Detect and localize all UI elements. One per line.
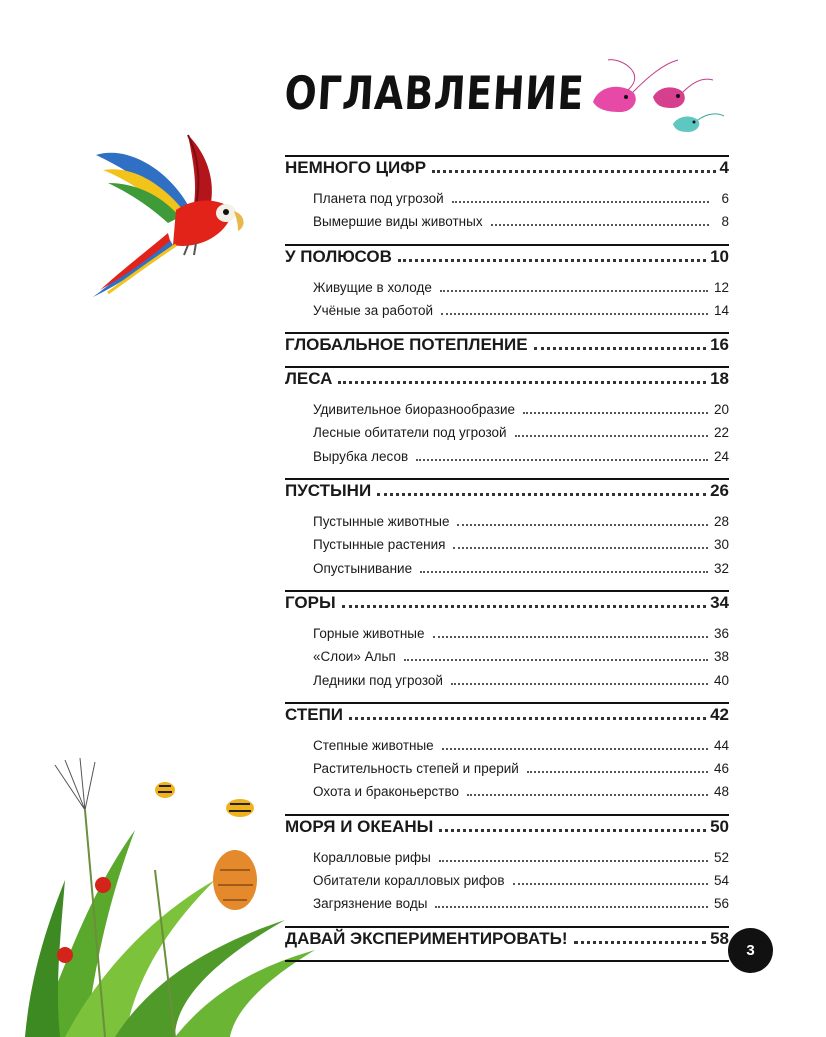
dot-leader <box>527 771 708 773</box>
section-page: 26 <box>710 481 729 501</box>
toc-item[interactable] <box>313 402 729 425</box>
item-title: Загрязнение воды <box>313 896 428 912</box>
item-page: 20 <box>713 402 729 418</box>
toc-item[interactable] <box>313 896 729 919</box>
toc-item[interactable] <box>313 303 729 326</box>
item-page: 40 <box>713 672 729 688</box>
dot-leader <box>467 794 708 796</box>
section-title: МОРЯ И ОКЕАНЫ <box>285 816 434 836</box>
item-page: 22 <box>713 425 729 441</box>
toc-section <box>285 155 729 246</box>
item-page: 36 <box>713 625 729 641</box>
item-page: 24 <box>713 448 729 464</box>
toc-item[interactable] <box>313 514 729 537</box>
item-title: Опустынивание <box>313 560 413 576</box>
toc-section <box>285 816 729 928</box>
toc-item[interactable] <box>313 873 729 896</box>
dot-leader <box>451 683 708 685</box>
page-number-badge: 3 <box>728 928 773 973</box>
item-title: «Слои» Альп <box>313 649 396 665</box>
item-page: 30 <box>713 537 729 553</box>
dot-leader <box>513 883 708 885</box>
toc-item[interactable] <box>313 626 729 649</box>
item-page: 48 <box>713 784 729 800</box>
item-title: Учёные за работой <box>313 302 434 318</box>
toc-section <box>285 368 729 480</box>
table-of-contents <box>285 155 729 962</box>
dot-leader <box>433 636 708 638</box>
shrimp-illustration <box>578 52 728 147</box>
dot-leader <box>416 459 708 461</box>
page-title: ОГЛАВЛЕНИЕ <box>283 66 586 120</box>
dot-leader <box>349 717 706 720</box>
dot-leader <box>404 659 708 661</box>
dot-leader <box>439 829 706 832</box>
item-page: 6 <box>721 191 729 206</box>
section-page: 34 <box>710 592 729 612</box>
section-title: У ПОЛЮСОВ <box>285 246 392 266</box>
item-title: Горные животные <box>313 625 425 641</box>
dot-leader <box>453 547 708 549</box>
section-title: ГОРЫ <box>285 592 336 612</box>
toc-item[interactable] <box>313 214 729 237</box>
item-title: Степные животные <box>313 737 434 753</box>
toc-section <box>285 334 729 368</box>
dot-leader <box>491 224 709 226</box>
dot-leader <box>515 435 708 437</box>
item-page: 46 <box>713 761 729 777</box>
item-title: Пустынные животные <box>313 514 450 530</box>
toc-section-heading[interactable] <box>285 157 729 189</box>
item-page: 32 <box>713 560 729 576</box>
dot-leader <box>441 313 708 315</box>
toc-section <box>285 704 729 816</box>
item-title: Пустынные растения <box>313 537 446 553</box>
item-title: Коралловые рифы <box>313 849 431 865</box>
toc-item[interactable] <box>313 561 729 584</box>
dot-leader <box>398 259 706 262</box>
toc-section-heading[interactable] <box>285 368 729 400</box>
toc-section <box>285 246 729 335</box>
toc-item[interactable] <box>313 649 729 672</box>
section-page: 10 <box>710 246 729 266</box>
toc-section <box>285 928 729 962</box>
item-page: 44 <box>713 737 729 753</box>
item-page: 28 <box>713 514 729 530</box>
toc-item[interactable] <box>313 850 729 873</box>
item-page: 12 <box>713 279 729 295</box>
item-page: 52 <box>713 849 729 865</box>
dot-leader <box>342 605 706 608</box>
dot-leader <box>435 906 707 908</box>
item-title: Вымершие виды животных <box>313 214 483 230</box>
toc-section-heading[interactable] <box>285 480 729 512</box>
section-title: СТЕПИ <box>285 704 344 724</box>
toc-section-heading[interactable] <box>285 334 729 366</box>
section-title: ЛЕСА <box>285 369 333 389</box>
toc-item[interactable] <box>313 673 729 696</box>
item-title: Планета под угрозой <box>313 191 444 206</box>
toc-section <box>285 480 729 592</box>
toc-item[interactable] <box>313 738 729 761</box>
item-page: 56 <box>713 896 729 912</box>
dot-leader <box>338 381 706 384</box>
section-title: ГЛОБАЛЬНОЕ ПОТЕПЛЕНИЕ <box>285 335 528 355</box>
section-page: 42 <box>710 704 729 724</box>
section-page: 16 <box>710 335 729 355</box>
parrot-illustration <box>88 115 248 300</box>
section-title: ПУСТЫНИ <box>285 481 372 501</box>
toc-section-heading[interactable] <box>285 704 729 736</box>
section-page: 50 <box>710 816 729 836</box>
item-title: Лесные обитатели под угрозой <box>313 425 507 441</box>
grass-illustration <box>25 750 325 1037</box>
toc-section <box>285 592 729 704</box>
item-title: Удивительное биоразнообразие <box>313 402 516 418</box>
section-title: НЕМНОГО ЦИФР <box>285 158 427 177</box>
section-page: 18 <box>710 369 729 389</box>
item-title: Растительность степей и прерий <box>313 761 519 777</box>
dot-leader <box>442 748 708 750</box>
dot-leader <box>534 347 706 350</box>
dot-leader <box>420 571 708 573</box>
item-title: Вырубка лесов <box>313 448 409 464</box>
item-title: Обитатели коралловых рифов <box>313 873 505 889</box>
dot-leader <box>432 170 715 173</box>
toc-item[interactable] <box>313 761 729 784</box>
toc-item[interactable] <box>313 191 729 214</box>
dot-leader <box>439 860 708 862</box>
section-page: 4 <box>719 158 729 177</box>
section-page: 58 <box>710 928 729 948</box>
toc-section-heading[interactable] <box>285 592 729 624</box>
item-title: Охота и браконьерство <box>313 784 460 800</box>
toc-item[interactable] <box>313 425 729 448</box>
toc-item[interactable] <box>313 280 729 303</box>
dot-leader <box>457 524 708 526</box>
section-title: ДАВАЙ ЭКСПЕРИМЕНТИРОВАТЬ! <box>285 928 568 948</box>
dot-leader <box>523 412 708 414</box>
item-page: 14 <box>713 302 729 318</box>
item-page: 38 <box>713 649 729 665</box>
dot-leader <box>377 493 706 496</box>
dot-leader <box>452 201 709 203</box>
item-title: Ледники под угрозой <box>313 672 443 688</box>
toc-item[interactable] <box>313 449 729 472</box>
toc-item[interactable] <box>313 784 729 807</box>
item-title: Живущие в холоде <box>313 279 432 295</box>
toc-section-heading[interactable] <box>285 816 729 848</box>
item-page: 54 <box>713 873 729 889</box>
dot-leader <box>440 290 708 292</box>
dot-leader <box>574 941 707 944</box>
toc-section-heading[interactable] <box>285 246 729 278</box>
toc-section-heading[interactable] <box>285 928 729 960</box>
item-page: 8 <box>721 214 729 230</box>
toc-item[interactable] <box>313 537 729 560</box>
